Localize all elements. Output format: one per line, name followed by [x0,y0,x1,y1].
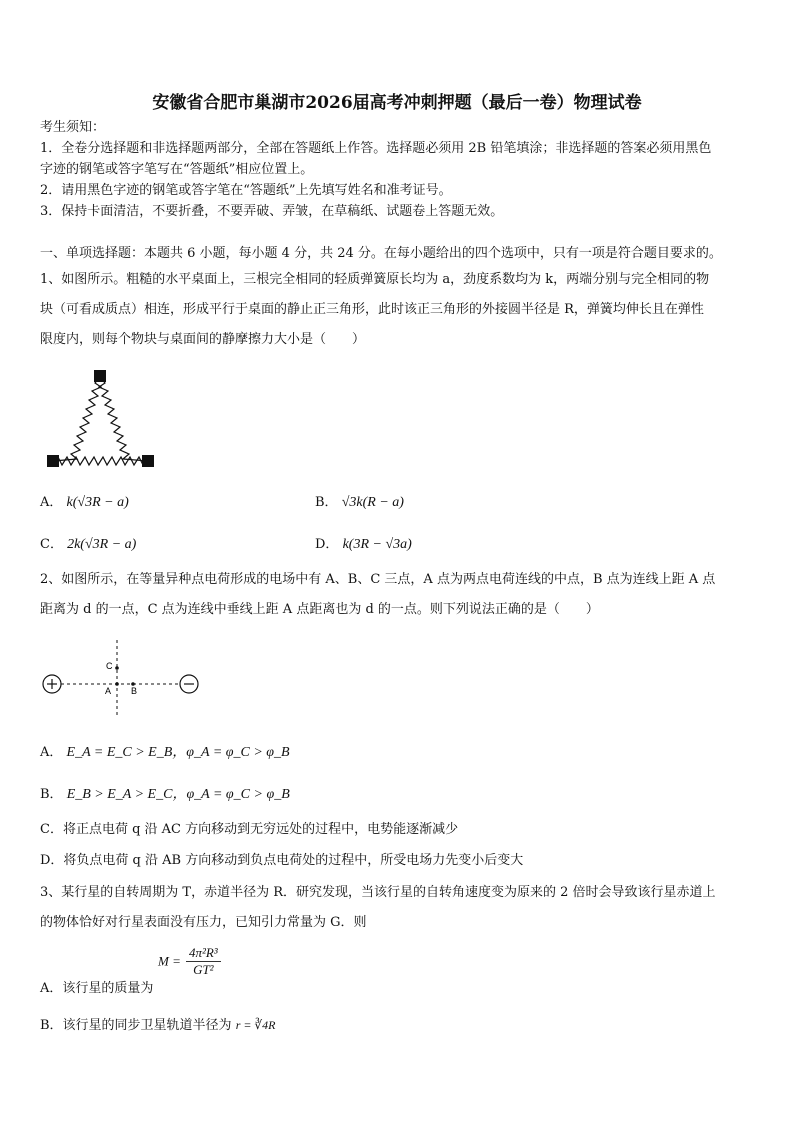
q3-option-b-expr: r = ∛4R [235,1018,276,1032]
section-heading: 一、单项选择题：本题共 6 小题，每小题 4 分，共 24 分。在每小题给出的四个选项中，只有一项是符合题目要求的。 [40,246,722,261]
q2-option-c: C．将正点电荷 q 沿 AC 方向移动到无穷远处的过程中，电势能逐渐减少 [40,822,459,837]
q1-option-d [315,535,412,555]
q1-option-d-expr: k(3R − √3a) [342,537,412,552]
q2-stem-line-2: 距离为 d 的一点，C 点为连线中垂线上距 A 点距离也为 d 的一点。则下列说法正确的是（ ） [40,602,599,617]
q1-option-b-label: B． [315,495,338,510]
q3-option-a-numerator: 4π²R³ [186,945,221,962]
q1-option-a [40,493,129,513]
spring-right [99,377,148,461]
q1-option-d-label: D． [315,537,339,552]
q1-option-a-label: A． [40,495,63,510]
label-b: B [131,686,138,696]
spring-bottom [53,457,148,465]
q3-option-b [40,1015,275,1036]
q2-option-d: D．将负点电荷 q 沿 AB 方向移动到负点电荷处的过程中，所受电场力先变小后变大 [40,853,524,868]
spring-left [53,377,101,461]
label-c: C [106,661,113,671]
q1-option-c-label: C． [40,537,63,552]
notice-heading: 考生须知： [40,120,106,135]
q3-option-a-text: A．该行星的质量为 [40,981,154,996]
q2-option-b-label: B． [40,787,63,802]
q2-stem-line-1: 2、如图所示，在等量异种点电荷形成的电场中有 A、B、C 三点，A 点为两点电荷连线的中点，B 点为连线上距 A 点 [40,572,716,587]
negative-charge-icon [180,675,198,693]
q1-stem-line-1: 1、如图所示。粗糙的水平桌面上，三根完全相同的轻质弹簧原长均为 a，劲度系数均为 k，两端分别与完全相同的物 [40,272,710,287]
point-c-dot [115,666,119,670]
q2-field-figure [40,640,205,720]
q3-option-a-fraction [186,945,221,978]
q2-option-b-expr: E_B > E_A > E_C，φ_A = φ_C > φ_B [66,787,290,802]
notice-item-2: 2．请用黑色字迹的钢笔或答字笔在“答题纸”上先填写姓名和准考证号。 [40,183,452,198]
q1-option-a-expr: k(√3R − a) [66,495,129,510]
block-right [142,455,154,467]
q1-option-c [40,535,136,555]
page-title: 安徽省合肥市巢湖市2026届高考冲刺押题（最后一卷）物理试卷 [152,93,642,113]
q3-option-a-lhs: M = [158,953,181,969]
notice-item-1-line-2: 字迹的钢笔或答字笔写在“答题纸”相应位置上。 [40,162,314,177]
q1-spring-triangle-figure [40,365,165,471]
q2-option-a-label: A． [40,745,63,760]
q3-stem-line-2: 的物体恰好对行星表面没有压力，已知引力常量为 G．则 [40,915,367,930]
point-a-dot [115,682,119,686]
block-left [47,455,59,467]
positive-charge-icon [43,675,61,693]
label-a: A [105,686,112,696]
q3-option-b-text: B．该行星的同步卫星轨道半径为 [40,1018,232,1033]
block-top [94,370,106,382]
q3-option-a-denominator: GT² [193,962,214,977]
notice-item-3: 3．保持卡面清洁，不要折叠，不要弄破、弄皱，在草稿纸、试题卷上答题无效。 [40,204,504,219]
q2-option-a-expr: E_A = E_C > E_B，φ_A = φ_C > φ_B [66,745,290,760]
notice-item-1-line-1: 1．全卷分选择题和非选择题两部分，全部在答题纸上作答。选择题必须用 2B 铅笔填涂；非选择题的答案必须用黑色 [40,141,712,156]
q3-stem-line-1: 3、某行星的自转周期为 T，赤道半径为 R．研究发现，当该行星的自转角速度变为原来的 2 倍时会导致该行星赤道上 [40,885,716,900]
q1-option-c-expr: 2k(√3R − a) [67,537,137,552]
q1-option-b [315,493,404,513]
q2-option-b [40,785,290,805]
q1-stem-line-2: 块（可看成质点）相连，形成平行于桌面的静止正三角形，此时该正三角形的外接圆半径是 R，弹簧均伸长且在弹性 [40,302,704,317]
q1-option-b-expr: √3k(R − a) [341,495,404,510]
q1-stem-line-3: 限度内，则每个物块与桌面间的静摩擦力大小是（ ） [40,332,366,347]
q2-option-a [40,743,290,763]
q3-option-a-formula [158,945,221,978]
